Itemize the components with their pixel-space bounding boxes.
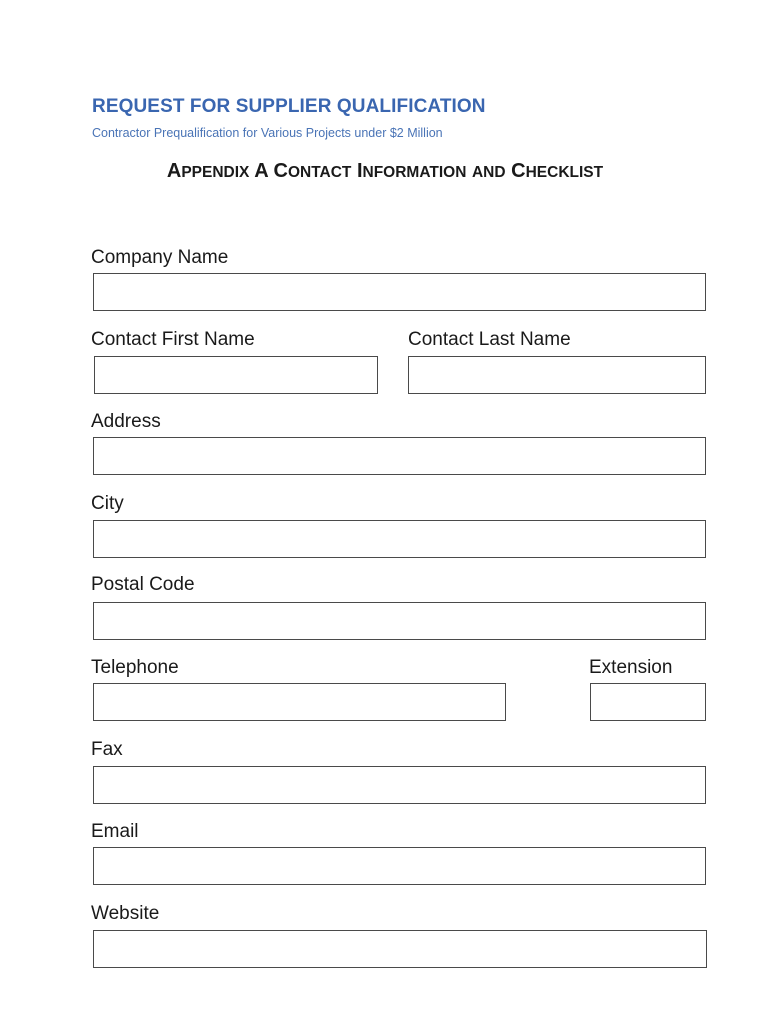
section-heading [0, 160, 770, 183]
postal-code-label: Postal Code [91, 574, 195, 595]
address-input[interactable] [93, 437, 706, 475]
city-input[interactable] [93, 520, 706, 558]
city-label: City [91, 493, 124, 514]
document-title: REQUEST FOR SUPPLIER QUALIFICATION [92, 96, 486, 117]
heading-word: INFORMATION [356, 160, 467, 182]
company-name-label: Company Name [91, 247, 229, 268]
company-name-input[interactable] [93, 273, 706, 311]
heading-word: CHECKLIST [511, 160, 604, 182]
contact-last-name-input[interactable] [408, 356, 706, 394]
postal-code-input[interactable] [93, 602, 706, 640]
website-label: Website [91, 903, 160, 924]
website-input[interactable] [93, 930, 707, 968]
fax-label: Fax [91, 739, 123, 760]
email-input[interactable] [93, 847, 706, 885]
extension-label: Extension [589, 657, 673, 678]
extension-input[interactable] [590, 683, 706, 721]
heading-word: APPENDIX [166, 160, 250, 182]
heading-word: A [254, 160, 268, 182]
heading-word: AND [471, 164, 506, 181]
telephone-label: Telephone [91, 657, 179, 678]
fax-input[interactable] [93, 766, 706, 804]
contact-first-name-input[interactable] [94, 356, 378, 394]
telephone-input[interactable] [93, 683, 506, 721]
document-subtitle: Contractor Prequalification for Various Projects under $2 Million [92, 126, 443, 140]
contact-last-name-label: Contact Last Name [408, 329, 571, 350]
address-label: Address [91, 411, 161, 432]
heading-word: CONTACT [273, 160, 352, 182]
email-label: Email [91, 821, 139, 842]
contact-first-name-label: Contact First Name [91, 329, 255, 350]
